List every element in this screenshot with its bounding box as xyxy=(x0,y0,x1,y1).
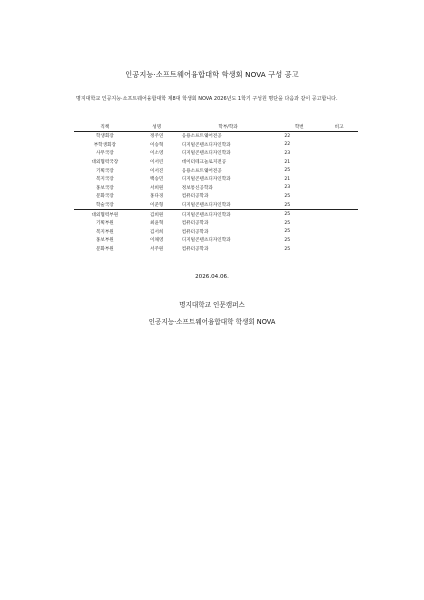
table-row xyxy=(74,210,358,219)
table-row xyxy=(74,166,358,175)
cell-note xyxy=(320,210,358,219)
table-row xyxy=(74,192,358,201)
cell-note xyxy=(320,166,358,175)
cell-student-id: 23 xyxy=(284,150,291,156)
cell-student-id: 22 xyxy=(284,142,291,148)
cell-student-id: 25 xyxy=(284,220,291,226)
cell-position: 문화국장 xyxy=(95,194,114,200)
document-title: 인공지능·소프트웨어융합대학 학생회 NOVA 구성 공고 xyxy=(125,70,299,79)
cell-note xyxy=(320,149,358,158)
cell-name: 이채영 xyxy=(150,238,164,244)
table-row xyxy=(74,236,358,245)
cell-position: 기획국장 xyxy=(95,168,114,174)
cell-note xyxy=(320,175,358,184)
campus-name: 명지대학교 인문캠퍼스 xyxy=(179,301,245,309)
cell-department: 컴퓨터공학과 xyxy=(181,221,209,227)
table-row xyxy=(74,184,358,193)
cell-name: 백승민 xyxy=(150,177,164,183)
cell-note xyxy=(320,245,358,254)
cell-note xyxy=(320,201,358,210)
cell-name: 이준형 xyxy=(136,201,178,210)
table-row xyxy=(74,245,358,254)
member-roster-table xyxy=(74,123,358,253)
cell-name: 이승혁 xyxy=(150,142,164,148)
cell-department: 컴퓨터공학과 xyxy=(181,229,209,235)
cell-name: 서주원 xyxy=(150,247,164,253)
cell-department: 정보통신공학과 xyxy=(181,185,213,191)
cell-department: 디지털콘텐츠디자인학과 xyxy=(181,238,231,244)
table-header-row xyxy=(74,123,358,132)
cell-student-id: 25 xyxy=(284,168,291,174)
table-row xyxy=(74,141,358,150)
cell-student-id: 25 xyxy=(284,237,291,243)
header-note: 비고 xyxy=(320,123,358,132)
table-row xyxy=(74,219,358,228)
intro-paragraph: 명지대학교 인공지능·소프트웨어융합대학 제8대 학생회 NOVA 2026년도 1학기 구성원 명단을 다음과 같이 공고합니다. xyxy=(76,96,338,102)
cell-position: 부학생회장 xyxy=(93,142,116,148)
cell-name: 정주연 xyxy=(150,134,164,140)
cell-position: 학술국장 xyxy=(74,201,136,210)
cell-department: 디지털콘텐츠디자인학과 xyxy=(178,210,279,219)
table-row xyxy=(74,132,358,141)
table-row xyxy=(74,158,358,167)
cell-position: 홍보국장 xyxy=(95,185,114,191)
cell-position: 복지부원 xyxy=(95,229,114,235)
cell-student-id: 22 xyxy=(284,133,291,139)
cell-name: 이소영 xyxy=(150,151,164,157)
cell-department: 컴퓨터공학과 xyxy=(181,247,209,253)
cell-note xyxy=(320,132,358,141)
cell-name: 서희원 xyxy=(150,185,164,191)
cell-student-id: 25 xyxy=(278,201,320,210)
cell-department: 디지털콘텐츠디자인학과 xyxy=(181,177,231,183)
cell-position: 문화부원 xyxy=(95,247,114,253)
cell-note xyxy=(320,184,358,193)
cell-position: 홍보부원 xyxy=(95,238,114,244)
cell-student-id: 21 xyxy=(284,159,291,165)
cell-student-id: 21 xyxy=(284,176,291,182)
header-department: 학부/학과 xyxy=(178,123,279,132)
cell-note xyxy=(320,141,358,150)
header-name: 성명 xyxy=(136,123,178,132)
header-student-id: 학번 xyxy=(278,123,320,132)
table-row xyxy=(74,149,358,158)
cell-position: 대외협력부원 xyxy=(74,210,136,219)
cell-department: 디지털콘텐츠디자인학과 xyxy=(181,142,231,148)
cell-note xyxy=(320,236,358,245)
table-row xyxy=(74,175,358,184)
cell-note xyxy=(320,219,358,228)
cell-department: 디지털콘텐츠디자인학과 xyxy=(181,151,231,157)
cell-department: 컴퓨터공학과 xyxy=(181,194,209,200)
table-body xyxy=(74,132,358,254)
cell-student-id: 25 xyxy=(284,229,291,235)
cell-position: 복지국장 xyxy=(95,177,114,183)
table-row xyxy=(74,228,358,237)
cell-name: 홍다경 xyxy=(150,194,164,200)
table-row xyxy=(74,201,358,210)
cell-department: 디지털콘텐츠디자인학과 xyxy=(178,201,279,210)
cell-position: 기획부원 xyxy=(95,221,114,227)
announcement-date: 2026.04.06. xyxy=(195,274,229,280)
cell-note xyxy=(320,192,358,201)
cell-student-id: 23 xyxy=(284,185,291,191)
cell-name: 김희원 xyxy=(136,210,178,219)
organization-name: 인공지능·소프트웨어융합대학 학생회 NOVA xyxy=(148,318,276,326)
cell-student-id: 25 xyxy=(278,210,320,219)
cell-department: 응용소프트웨어전공 xyxy=(181,134,222,140)
cell-name: 이서린 xyxy=(150,160,164,166)
cell-position: 대외협력국장 xyxy=(91,160,119,166)
cell-note xyxy=(320,228,358,237)
cell-name: 김서희 xyxy=(150,229,164,235)
cell-position: 사무국장 xyxy=(95,151,114,157)
cell-student-id: 25 xyxy=(284,193,291,199)
cell-name: 이서진 xyxy=(150,168,164,174)
header-position: 직책 xyxy=(74,123,136,132)
cell-department: 데이터테크놀로지전공 xyxy=(181,160,227,166)
cell-name: 최윤혁 xyxy=(150,221,164,227)
cell-department: 응용소프트웨어전공 xyxy=(181,168,222,174)
cell-position: 학생회장 xyxy=(95,134,114,140)
cell-student-id: 25 xyxy=(284,246,291,252)
cell-note xyxy=(320,158,358,167)
